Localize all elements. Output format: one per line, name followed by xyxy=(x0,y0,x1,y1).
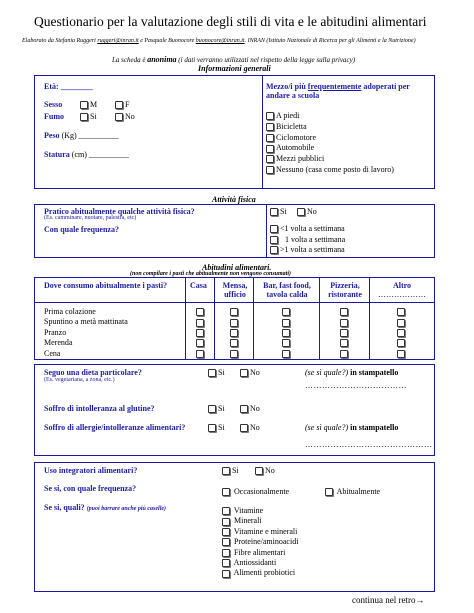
supplements-frequency-question: Se si, con quale frequenza? xyxy=(44,484,137,493)
supplements-occasional-option[interactable] xyxy=(222,487,289,496)
checkbox-icon[interactable] xyxy=(230,339,238,347)
supplement-option[interactable] xyxy=(222,516,298,526)
author-email-2[interactable]: buonocore@inran.it xyxy=(195,38,245,44)
checkbox-icon[interactable] xyxy=(282,308,290,316)
sex-label: Sesso xyxy=(44,100,63,109)
checkbox-icon[interactable] xyxy=(196,350,204,358)
height-line[interactable]: __________ xyxy=(88,150,129,159)
habits-note: (non compilare i pasti che abitualmente non vengono consumati) xyxy=(130,271,292,277)
supplement-option[interactable] xyxy=(222,568,298,578)
smoke-no-option[interactable] xyxy=(115,112,135,121)
weight-field[interactable] xyxy=(44,131,119,140)
supplement-option-label: Proteine/aminoacidi xyxy=(234,537,299,547)
frequency-option[interactable] xyxy=(270,235,345,246)
activity-no-label: No xyxy=(307,207,317,216)
supplement-option[interactable] xyxy=(222,558,298,568)
transport-question xyxy=(266,82,431,100)
allergy-no-option[interactable] xyxy=(240,423,260,432)
section-general-title: Informazioni generali xyxy=(198,64,271,73)
supplements-occasional-label: Occasionalmente xyxy=(234,487,290,496)
supplement-option-label: Fibre alimentari xyxy=(234,547,286,557)
checkbox-icon[interactable] xyxy=(196,308,204,316)
supplements-no-label: No xyxy=(265,466,275,475)
section-habits-title: Abitudini alimentari. xyxy=(202,263,272,272)
sex-male-label: M xyxy=(90,100,98,109)
meal-col-bar xyxy=(282,307,292,359)
transport-option-label: Mezzi pubblici xyxy=(276,154,325,164)
diet-yes-label: Si xyxy=(218,368,225,377)
checkbox-icon[interactable] xyxy=(222,549,230,557)
checkbox-icon[interactable] xyxy=(266,155,274,163)
authors-prefix: Elaborato da Stefania Ruggeri xyxy=(22,38,96,44)
col-divider xyxy=(369,277,370,359)
diet-question: Seguo una dieta particolare? xyxy=(44,368,142,377)
checkbox-icon[interactable] xyxy=(196,339,204,347)
sex-female-label: F xyxy=(125,100,130,109)
diet-which-line[interactable]: ……………………………… xyxy=(305,381,407,390)
activity-yes-label: Si xyxy=(280,207,287,216)
checkbox-icon[interactable] xyxy=(240,405,248,413)
general-divider xyxy=(262,75,263,188)
transport-option[interactable] xyxy=(266,122,394,133)
checkbox-icon[interactable] xyxy=(340,329,348,337)
checkbox-icon[interactable] xyxy=(208,424,216,432)
checkbox-icon[interactable] xyxy=(266,134,274,142)
col-divider xyxy=(214,277,215,359)
transport-q-post: adoperati per andare a scuola xyxy=(266,82,410,100)
diet-no-label: No xyxy=(250,368,260,377)
checkbox-icon[interactable] xyxy=(270,246,278,254)
checkbox-icon[interactable] xyxy=(340,350,348,358)
sex-row xyxy=(44,100,62,109)
activity-no-option[interactable] xyxy=(297,207,317,216)
checkbox-icon[interactable] xyxy=(282,319,290,327)
checkbox-icon[interactable] xyxy=(397,329,405,337)
frequency-option-label: 1 volta a settimana xyxy=(285,234,346,244)
checkbox-icon[interactable] xyxy=(397,319,405,327)
transport-option[interactable] xyxy=(266,165,394,176)
weight-unit: (Kg) xyxy=(61,131,77,140)
meal-row-label: Prima colazione xyxy=(44,307,96,316)
smoke-yes-option[interactable] xyxy=(80,112,97,121)
meals-header-other-label: Altro xyxy=(392,281,412,290)
supplement-option-label: Minerali xyxy=(234,516,262,526)
gluten-no-option[interactable] xyxy=(240,404,260,413)
frequency-option[interactable] xyxy=(270,245,345,256)
checkbox-icon[interactable] xyxy=(222,518,230,526)
anon-pre: La scheda è xyxy=(112,56,146,64)
supplement-option[interactable] xyxy=(222,537,298,547)
weight-line[interactable]: __________ xyxy=(78,131,119,140)
checkbox-icon[interactable] xyxy=(208,405,216,413)
supplement-option[interactable] xyxy=(222,527,298,537)
transport-option-label: A piedi xyxy=(276,111,300,120)
supplement-option-label: Vitamine xyxy=(233,506,264,515)
author-email-1[interactable]: ruggeri@inran.it xyxy=(97,38,139,44)
meal-col-other xyxy=(397,307,407,359)
meals-header-other xyxy=(372,281,432,299)
checkbox-icon[interactable] xyxy=(208,369,216,377)
diet-yes-option[interactable] xyxy=(208,368,225,377)
checkbox-icon[interactable] xyxy=(397,339,405,347)
supplements-question: Uso integratori alimentari? xyxy=(44,466,138,475)
allergy-which-pre: (se sì quale?) xyxy=(305,423,349,432)
checkbox-icon[interactable] xyxy=(270,225,278,233)
checkbox-icon[interactable] xyxy=(255,467,263,475)
frequency-option[interactable] xyxy=(270,224,345,235)
authors-mid: e Pasquale Buonocore xyxy=(140,38,195,44)
supplement-option[interactable] xyxy=(222,506,298,516)
checkbox-icon[interactable] xyxy=(222,507,230,515)
diet-no-option[interactable] xyxy=(240,368,260,377)
gluten-no-label: No xyxy=(250,404,260,413)
smoke-no-label: No xyxy=(125,112,135,121)
activity-note: (Es. camminare, nuotare, palestra, etc) xyxy=(44,215,137,221)
meals-header-line xyxy=(34,302,434,303)
meals-header-home: Casa xyxy=(190,281,207,290)
smoke-label: Fumo xyxy=(44,112,64,121)
supplements-habitual-label: Abitualmente xyxy=(336,487,381,496)
meal-col-home xyxy=(196,307,206,359)
smoke-yes-label: Si xyxy=(90,112,97,121)
checkbox-icon[interactable] xyxy=(397,350,405,358)
transport-option[interactable] xyxy=(266,143,394,154)
checkbox-icon[interactable] xyxy=(266,166,274,174)
activity-question: Pratico abitualmente qualche attività fisica? xyxy=(44,207,195,216)
authors-suffix: . INRAN (Istituto Nazionale di Ricerca per gli Alimenti e la Nutrizione) xyxy=(244,38,416,44)
allergy-yes-option[interactable] xyxy=(208,423,225,432)
diet-note: (Es. vegetariana, a zona, etc.) xyxy=(44,377,115,383)
anon-post: (i dati verranno utilizzati nel rispetto della legge sulla privacy) xyxy=(178,56,356,64)
meals-header-place: Dove consumo abitualmente i pasti? xyxy=(44,281,168,290)
height-unit: (cm) xyxy=(71,150,87,159)
meal-row-label: Pranzo xyxy=(44,327,67,337)
weight-label: Peso xyxy=(44,131,60,140)
checkbox-icon[interactable] xyxy=(325,488,333,496)
checkbox-icon[interactable] xyxy=(297,208,305,216)
checkbox-icon[interactable] xyxy=(115,101,123,109)
frequency-option-label: <1 volta a settimana xyxy=(280,224,345,233)
checkbox-icon[interactable] xyxy=(397,308,405,316)
allergy-no-label: No xyxy=(250,423,260,432)
supplements-which-note: (puoi barrare anche più caselle) xyxy=(86,506,167,512)
gluten-yes-label: Si xyxy=(218,404,225,413)
frequency-option-label: >1 volta a settimana xyxy=(280,245,345,254)
supplements-habitual-option[interactable] xyxy=(325,487,380,496)
transport-options xyxy=(266,111,394,176)
meal-row-label: Cena xyxy=(44,348,61,358)
checkbox-icon[interactable] xyxy=(266,112,274,120)
allergy-which xyxy=(305,423,398,432)
allergy-question: Soffro di allergie/intolleranze alimentari? xyxy=(44,423,186,432)
meal-row-label: Spuntino a metà mattinata xyxy=(44,317,128,327)
gluten-question: Soffro di intolleranza al glutine? xyxy=(44,404,155,413)
supplements-which-question xyxy=(44,503,166,512)
checkbox-icon[interactable] xyxy=(80,101,88,109)
col-divider xyxy=(185,277,186,359)
checkbox-icon[interactable] xyxy=(222,538,230,546)
checkbox-icon[interactable] xyxy=(230,319,238,327)
checkbox-icon[interactable] xyxy=(222,570,230,578)
anonymous-note xyxy=(112,55,355,64)
checkbox-icon[interactable] xyxy=(266,145,274,153)
meal-col-canteen xyxy=(230,307,240,359)
supplements-which-label: Se si, quali? xyxy=(44,503,85,512)
supplement-option-label: Alimenti probiotici xyxy=(233,568,296,578)
supplement-option-label: Antiossidanti xyxy=(233,558,277,568)
activity-yes-option[interactable] xyxy=(270,207,287,216)
diet-which xyxy=(305,368,398,377)
checkbox-icon[interactable] xyxy=(270,208,278,216)
allergy-which-line[interactable]: ……………………………………… xyxy=(305,440,433,449)
checkbox-icon[interactable] xyxy=(240,369,248,377)
supplements-no-option[interactable] xyxy=(255,466,275,475)
meals-other-dots[interactable]: ……………… xyxy=(378,290,426,299)
col-divider xyxy=(253,277,254,359)
transport-option-label: Automobile xyxy=(276,143,315,153)
meal-col-restaurant xyxy=(340,307,350,359)
supplements-yes-label: Si xyxy=(232,466,239,475)
meals-header-restaurant: Pizzeria, ristorante xyxy=(328,281,362,299)
checkbox-icon[interactable] xyxy=(230,350,238,358)
transport-q-link: frequentemente xyxy=(307,82,362,91)
sex-male-option[interactable] xyxy=(80,100,97,109)
checkbox-icon[interactable] xyxy=(222,528,230,536)
transport-q-pre: Mezzo/i più xyxy=(266,82,306,91)
diet-which-post: in stampatello xyxy=(350,368,399,377)
transport-option-label: Nessuno (casa come posto di lavoro) xyxy=(276,164,394,174)
checkbox-icon[interactable] xyxy=(340,339,348,347)
diet-which-pre: (se sì quale?) xyxy=(305,368,349,377)
checkbox-icon[interactable] xyxy=(222,488,230,496)
transport-option-label: Bicicletta xyxy=(276,121,307,131)
meal-row-label: Merenda xyxy=(44,338,73,348)
checkbox-icon[interactable] xyxy=(240,424,248,432)
page-title: Questionario per la valutazione degli stili di vita e le abitudini alimentari xyxy=(34,14,427,29)
transport-option[interactable] xyxy=(266,111,394,122)
frequency-question: Con quale frequenza? xyxy=(44,225,119,234)
col-divider xyxy=(319,277,320,359)
checkbox-icon[interactable] xyxy=(340,308,348,316)
meal-rows xyxy=(44,307,128,359)
allergy-which-post: in stampatello xyxy=(350,423,399,432)
allergy-yes-label: Si xyxy=(218,423,225,432)
authors-line xyxy=(22,38,416,44)
anon-bold: anonima xyxy=(147,55,177,64)
transport-option[interactable] xyxy=(266,154,394,165)
supplement-option-label: Vitamine e minerali xyxy=(233,526,298,536)
checkbox-icon[interactable] xyxy=(196,329,204,337)
age-field[interactable]: Età: ________ xyxy=(44,82,93,91)
checkbox-icon[interactable] xyxy=(115,113,123,121)
activity-divider xyxy=(266,204,267,257)
gluten-yes-option[interactable] xyxy=(208,404,225,413)
checkbox-icon[interactable] xyxy=(230,308,238,316)
sex-female-option[interactable] xyxy=(115,100,129,109)
checkbox-icon[interactable] xyxy=(222,559,230,567)
checkbox-icon[interactable] xyxy=(222,467,230,475)
frequency-options xyxy=(270,224,345,256)
checkbox-icon[interactable] xyxy=(340,319,348,327)
checkbox-icon[interactable] xyxy=(266,123,274,131)
checkbox-icon[interactable] xyxy=(282,350,290,358)
section-activity-title: Attività fisica xyxy=(212,195,256,204)
checkbox-icon[interactable] xyxy=(282,329,290,337)
meals-header-bar: Bar, fast food, tavola calda xyxy=(263,281,311,299)
checkbox-icon[interactable] xyxy=(196,319,204,327)
checkbox-icon[interactable] xyxy=(270,236,278,244)
supplements-yes-option[interactable] xyxy=(222,466,239,475)
height-label: Statura xyxy=(44,150,70,159)
transport-option-label: Ciclomotore xyxy=(276,132,316,142)
transport-option[interactable] xyxy=(266,133,394,144)
checkbox-icon[interactable] xyxy=(230,329,238,337)
checkbox-icon[interactable] xyxy=(282,339,290,347)
continue-on-back: continua nel retro→ xyxy=(352,595,425,605)
checkbox-icon[interactable] xyxy=(80,113,88,121)
supplements-options xyxy=(222,506,298,579)
meals-header-canteen: Mensa, ufficio xyxy=(222,281,248,299)
height-field[interactable] xyxy=(44,150,129,159)
supplement-option[interactable] xyxy=(222,548,298,558)
